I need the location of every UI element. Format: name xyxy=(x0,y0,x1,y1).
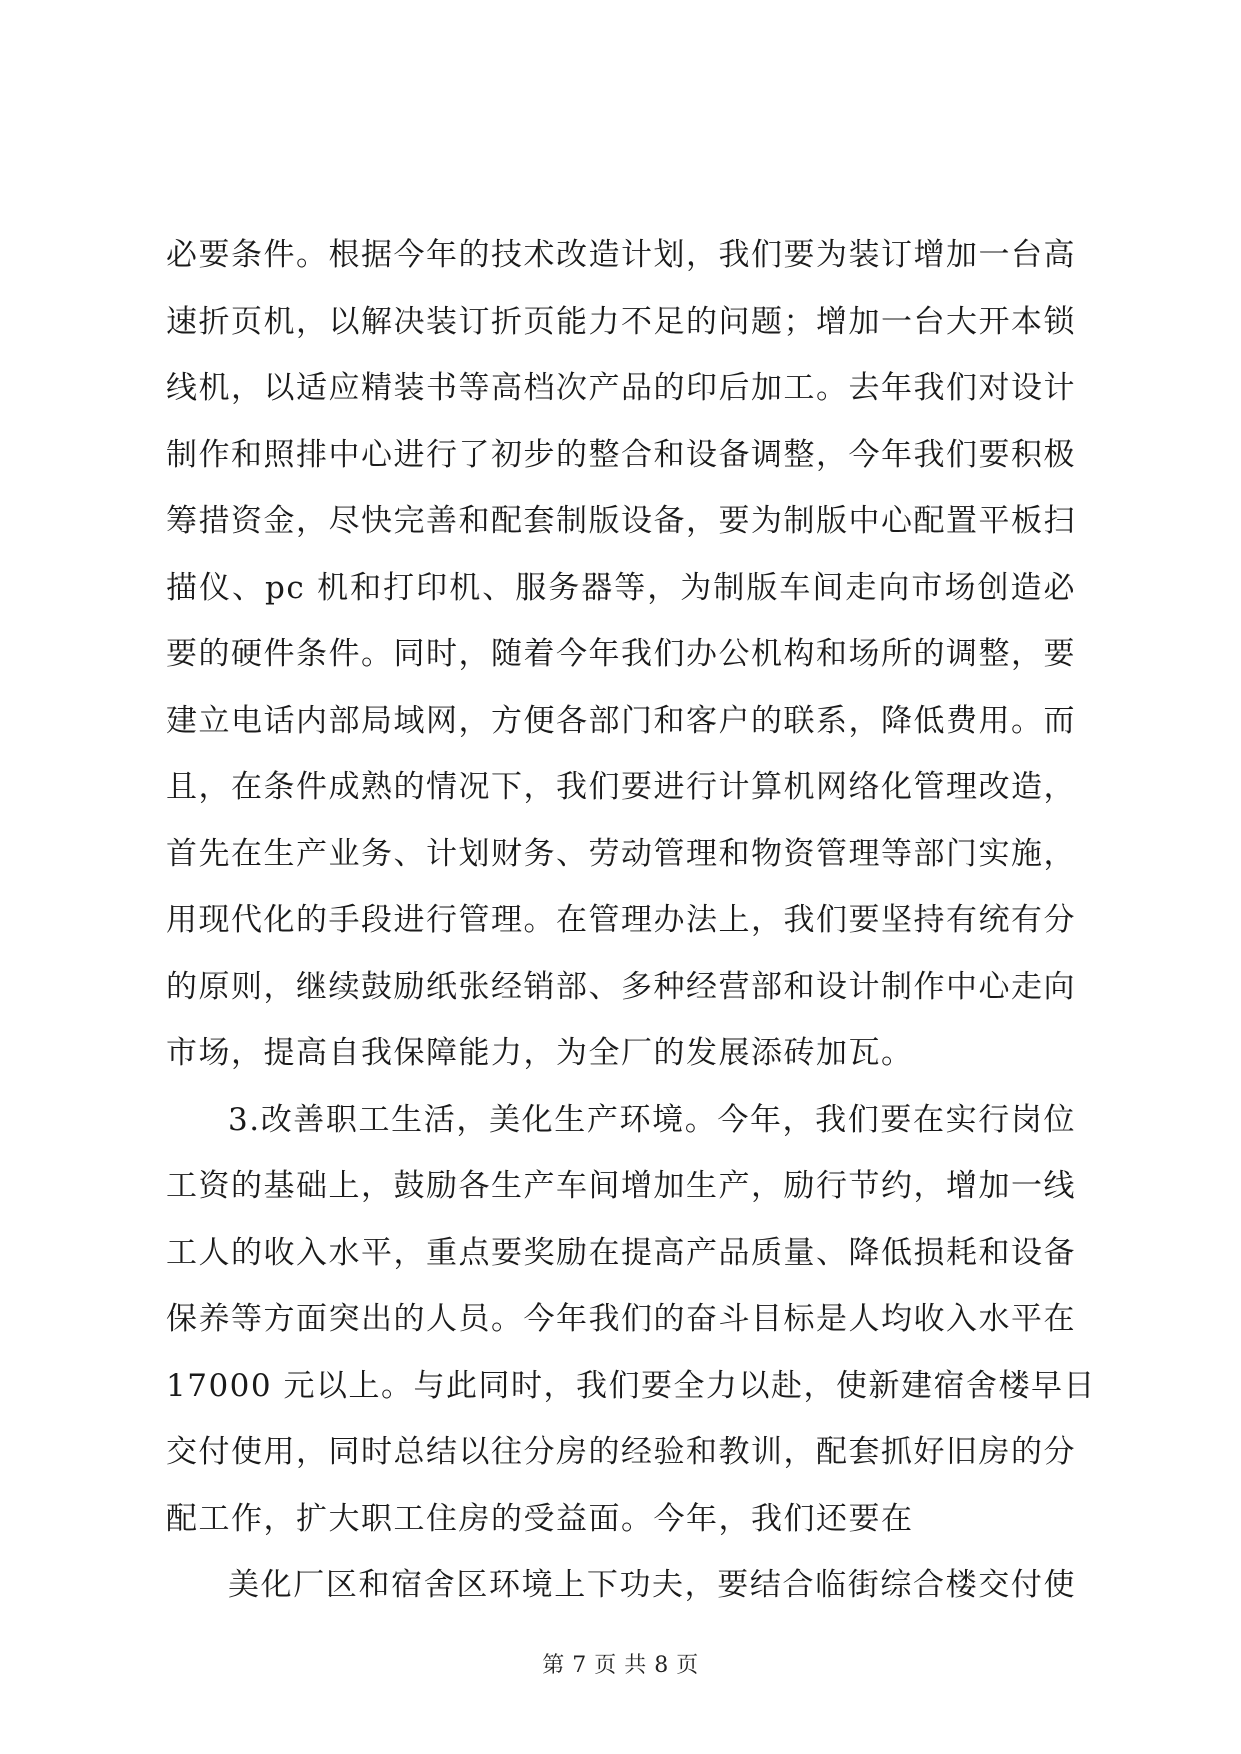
text-line: 制作和照排中心进行了初步的整合和设备调整，今年我们要积极 xyxy=(166,436,1076,473)
text-line: 建立电话内部局域网，方便各部门和客户的联系，降低费用。而 xyxy=(166,702,1076,739)
text-line: 保养等方面突出的人员。今年我们的奋斗目标是人均收入水平在 xyxy=(166,1301,1076,1337)
text-line: 描仪、pc 机和打印机、服务器等，为制版车间走向市场创造必 xyxy=(166,569,1076,606)
text-line: 筹措资金，尽快完善和配套制版设备，要为制版中心配置平板扫 xyxy=(166,503,1076,539)
text-line: 速折页机，以解决装订折页能力不足的问题；增加一台大开本锁 xyxy=(166,303,1076,340)
text-line: 市场，提高自我保障能力，为全厂的发展添砖加瓦。 xyxy=(166,1035,914,1071)
text-line: 3.改善职工生活，美化生产环境。今年，我们要在实行岗位 xyxy=(228,1101,1076,1138)
text-line: 工资的基础上，鼓励各生产车间增加生产，励行节约，增加一线 xyxy=(166,1168,1076,1204)
text-line: 17000 元以上。与此同时，我们要全力以赴，使新建宿舍楼早日 xyxy=(166,1367,1096,1404)
page-number-footer: 第 7 页 共 8 页 xyxy=(542,1653,699,1678)
text-line: 首先在生产业务、计划财务、劳动管理和物资管理等部门实施， xyxy=(166,835,1076,872)
text-line: 必要条件。根据今年的技术改造计划，我们要为装订增加一台高 xyxy=(166,237,1076,273)
text-line: 用现代化的手段进行管理。在管理办法上，我们要坚持有统有分 xyxy=(166,902,1076,938)
text-line: 配工作，扩大职工住房的受益面。今年，我们还要在 xyxy=(166,1500,914,1537)
text-line: 要的硬件条件。同时，随着今年我们办公机构和场所的调整，要 xyxy=(166,636,1076,672)
text-line: 线机，以适应精装书等高档次产品的印后加工。去年我们对设计 xyxy=(166,370,1076,406)
text-line: 工人的收入水平，重点要奖励在提高产品质量、降低损耗和设备 xyxy=(166,1234,1076,1271)
text-line: 交付使用，同时总结以往分房的经验和教训，配套抓好旧房的分 xyxy=(166,1434,1076,1470)
document-body xyxy=(166,222,1096,1619)
text-line: 的原则，继续鼓励纸张经销部、多种经营部和设计制作中心走向 xyxy=(166,968,1076,1005)
text-line: 美化厂区和宿舍区环境上下功夫，要结合临街综合楼交付使 xyxy=(228,1567,1076,1603)
text-line: 且，在条件成熟的情况下，我们要进行计算机网络化管理改造， xyxy=(166,769,1076,805)
